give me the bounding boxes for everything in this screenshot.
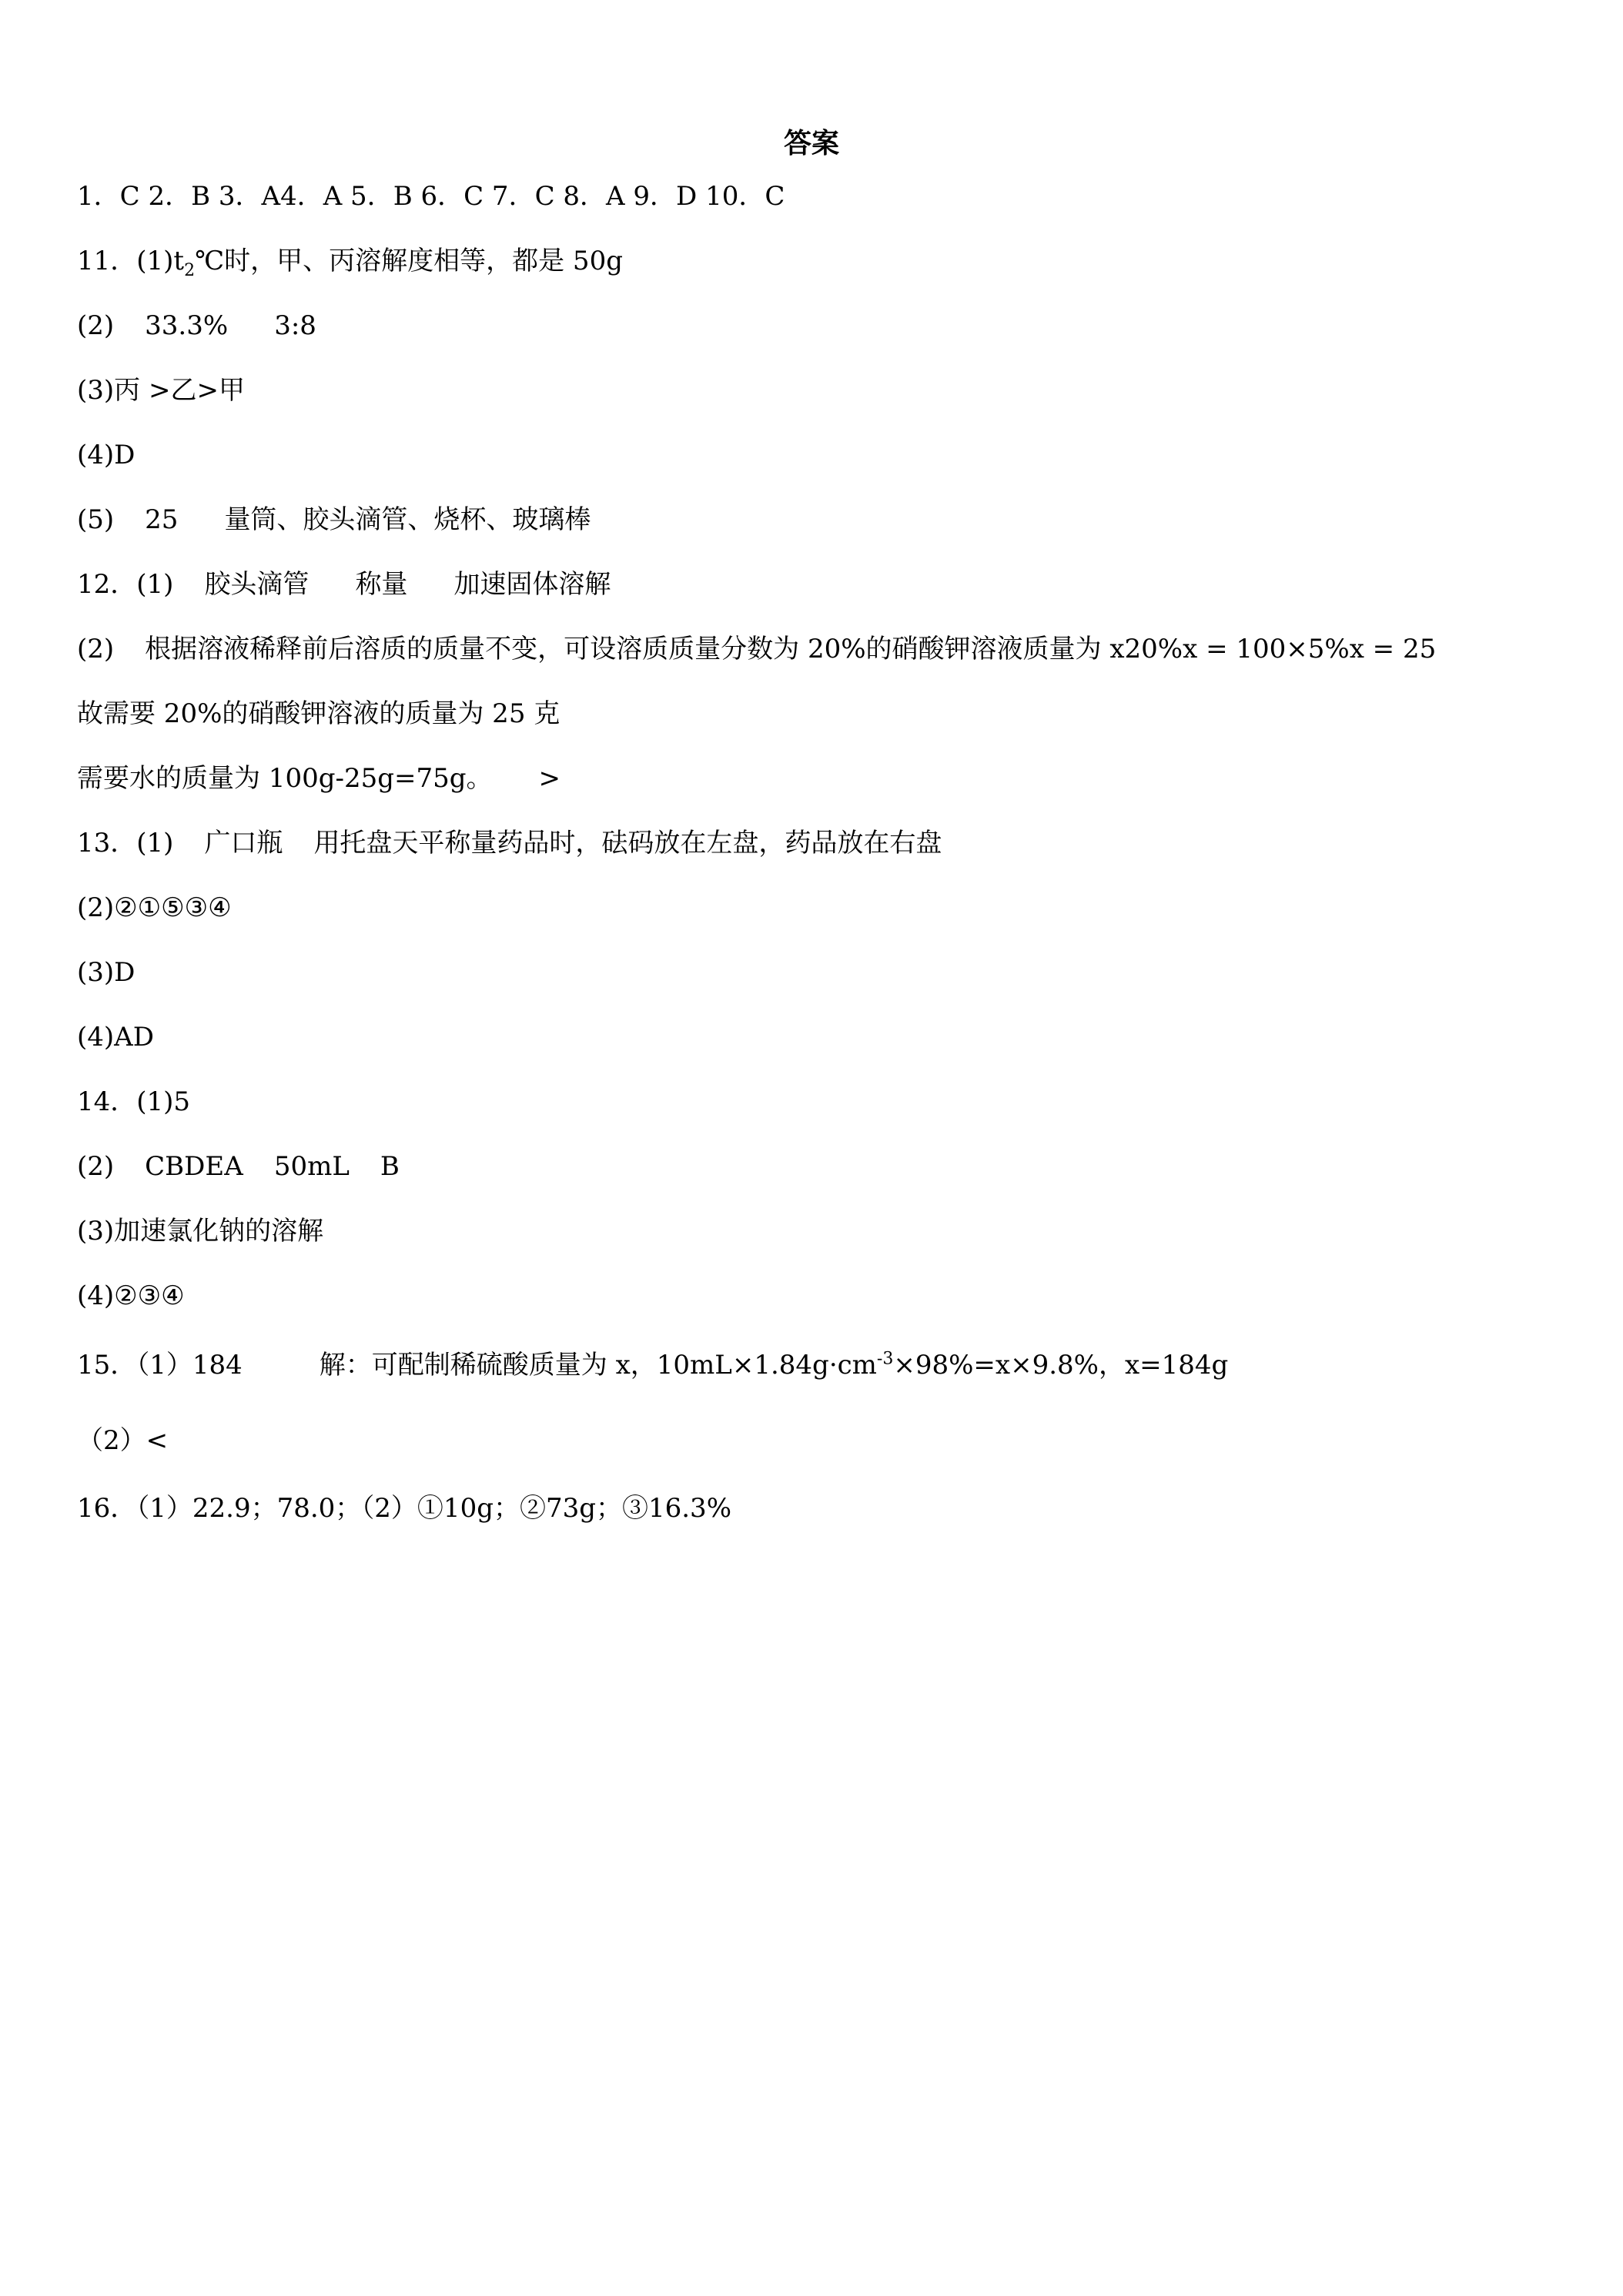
explanation-text: ×98%=x×9.8%，x=184g bbox=[893, 1350, 1229, 1381]
formula: 20%x = 100×5%x = 25 bbox=[1124, 634, 1437, 664]
answer-value: 3:8 bbox=[274, 310, 316, 341]
answer-value: 胶头滴管 bbox=[204, 569, 310, 600]
answer-line-14-3: (3)加速氯化钠的溶解 bbox=[77, 1216, 324, 1247]
page-title: 答案 bbox=[783, 127, 839, 159]
answer-line-15-2: （2）< bbox=[77, 1425, 169, 1456]
comparison-symbol: > bbox=[538, 763, 561, 794]
answer-line-11-4: (4)D bbox=[77, 440, 136, 470]
answer-line-1-10: 1．C 2．B 3．A4．A 5．B 6．C 7．C 8．A 9．D 10．C bbox=[77, 181, 785, 212]
answer-line-14-2 bbox=[77, 1149, 400, 1184]
answer-line-12-4 bbox=[77, 761, 561, 796]
answer-line-12-2 bbox=[77, 631, 1436, 667]
line-text: ℃时，甲、丙溶解度相等，都是 50g bbox=[195, 246, 623, 276]
answer-line-12-3: 故需要 20%的硝酸钾溶液的质量为 25 克 bbox=[77, 698, 561, 729]
answer-line-11-5 bbox=[77, 502, 591, 537]
answer-line-14-4: (4)②③④ bbox=[77, 1280, 185, 1311]
answer-line-14-1: 14．(1)5 bbox=[77, 1086, 191, 1117]
item-label: 15．（1）184 bbox=[77, 1350, 243, 1381]
explanation-text: 根据溶液稀释前后溶质的质量不变，可设溶质质量分数为 20%的硝酸钾溶液质量为 x bbox=[145, 634, 1125, 664]
answer-line-16: 16．（1）22.9；78.0；（2）①10g；②73g；③16.3% bbox=[77, 1493, 731, 1524]
line-text: 需要水的质量为 100g-25g=75g。 bbox=[77, 763, 493, 794]
answer-value: 量筒、胶头滴管、烧杯、玻璃棒 bbox=[224, 504, 591, 535]
answer-line-11-3: (3)丙 >乙>甲 bbox=[77, 375, 245, 406]
answer-value: 加速固体溶解 bbox=[453, 569, 611, 600]
answer-value: 25 bbox=[145, 504, 179, 535]
item-label: 12．(1) bbox=[77, 569, 174, 600]
item-label: (2) bbox=[77, 310, 115, 341]
answer-line-11-2 bbox=[77, 308, 316, 343]
answer-line-11-1 bbox=[77, 243, 623, 279]
answer-value: CBDEA bbox=[145, 1151, 243, 1182]
item-label: (2) bbox=[77, 634, 115, 664]
superscript: -3 bbox=[876, 1349, 894, 1369]
answer-line-15-1 bbox=[77, 1347, 1228, 1383]
subscript: 2 bbox=[184, 260, 196, 280]
answer-line-13-3: (3)D bbox=[77, 957, 136, 988]
answer-value: B bbox=[380, 1151, 400, 1182]
explanation-text: 解：可配制稀硫酸质量为 x，10mL×1.84g·cm bbox=[319, 1350, 877, 1381]
answer-value: 50mL bbox=[273, 1151, 350, 1182]
answer-line-13-1 bbox=[77, 825, 942, 861]
answer-value: 用托盘天平称量药品时，砝码放在左盘，药品放在右盘 bbox=[313, 828, 942, 858]
line-text: 11．(1)t bbox=[77, 246, 185, 276]
item-label: (2) bbox=[77, 1151, 115, 1182]
item-label: 13．(1) bbox=[77, 828, 174, 858]
answer-value: 称量 bbox=[355, 569, 408, 600]
answer-value: 广口瓶 bbox=[204, 828, 283, 858]
item-label: (5) bbox=[77, 504, 115, 535]
answer-line-13-4: (4)AD bbox=[77, 1022, 154, 1053]
answer-line-12-1 bbox=[77, 567, 611, 602]
answer-line-13-2: (2)②①⑤③④ bbox=[77, 892, 232, 923]
answer-value: 33.3% bbox=[145, 310, 229, 341]
